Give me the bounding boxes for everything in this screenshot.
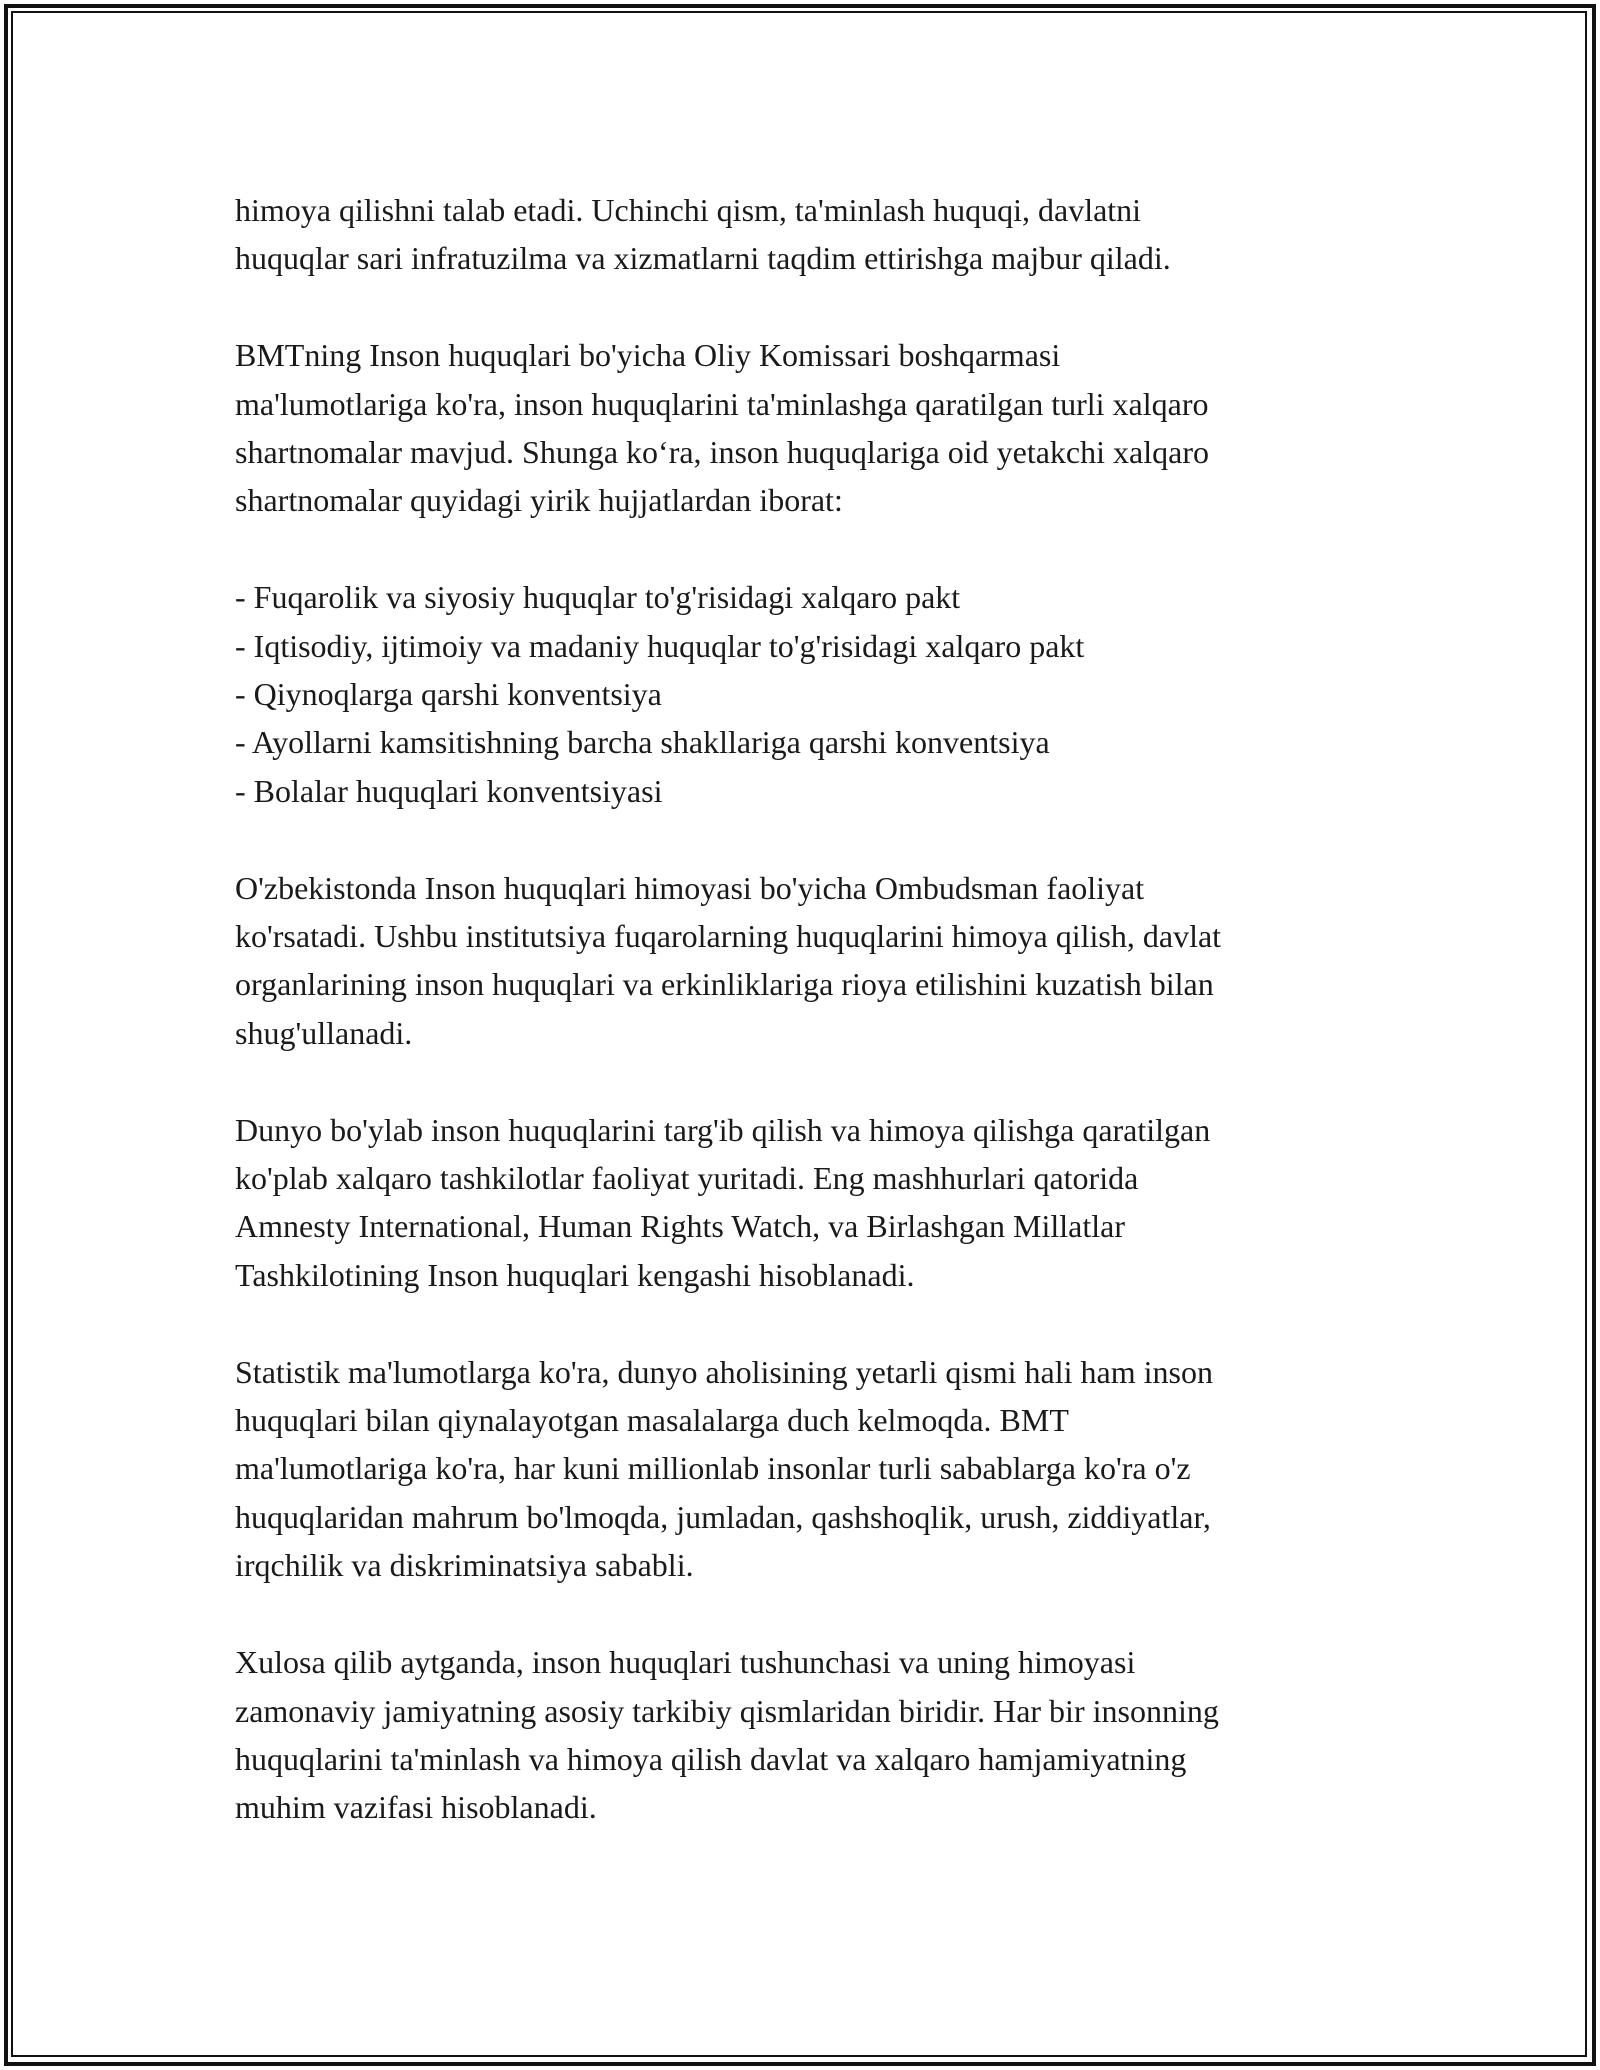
paragraph-conclusion: Xulosa qilib aytganda, inson huquqlari tushunchasi va uning himoyasi zamonaviy jamiyatning asosiy tarkibiy qismlaridan biridir. Har bir insonning huquqlarini ta'minlash va himoya qilish davlat va xalqaro hamjamiyatning muhim vazifasi hisoblanadi.	[235, 1644, 1219, 1826]
document-body	[235, 186, 1375, 1832]
paragraph-organizations: Dunyo bo'ylab inson huquqlarini targ'ib qilish va himoya qilishga qaratilgan ko'plab xalqaro tashkilotlar faoliyat yuritadi. Eng mashhurlari qatorida Amnesty International, Human Rights Watch, va Birlashgan Millatlar Tashkilotining Inson huquqlari kengashi hisoblanadi.	[235, 1111, 1211, 1293]
paragraph-ombudsman: O'zbekistonda Inson huquqlari himoyasi bo'yicha Ombudsman faoliyat ko'rsatadi. Ushbu institutsiya fuqarolarning huquqlarini himoya qilish, davlat organlarining inson huquqlari va erkinliklariga rioya etilishini kuzatish bilan shug'ullanadi.	[235, 869, 1222, 1051]
paragraph-statistics: Statistik ma'lumotlarga ko'ra, dunyo aholisining yetarli qismi hali ham inson huquqlari bilan qiynalayotgan masalalarga duch kelmoqda. BMT ma'lumotlariga ko'ra, har kuni millionlab insonlar turli sabablarga ko'ra o'z huquqlaridan mahrum bo'lmoqda, jumladan, qashshoqlik, urush, ziddiyatlar, irqchilik va diskriminatsiya sababli.	[235, 1353, 1213, 1584]
treaty-list: - Fuqarolik va siyosiy huquqlar to'g'risidagi xalqaro pakt - Iqtisodiy, ijtimoiy va madaniy huquqlar to'g'risidagi xalqaro pakt - Qiynoqlarga qarshi konventsiya - Ayollarni kamsitishning barcha shakllariga qarshi konventsiya - Bolalar huquqlari konventsiyasi	[235, 579, 1085, 809]
paragraph-continuation: himoya qilishni talab etadi. Uchinchi qism, ta'minlash huquqi, davlatni huquqlar sari infratuzilma va xizmatlarni taqdim ettirishga majbur qiladi.	[235, 192, 1171, 277]
paragraph-treaties-intro: BMTning Inson huquqlari bo'yicha Oliy Komissari boshqarmasi ma'lumotlariga ko'ra, inson huquqlarini ta'minlashga qaratilgan turli xalqaro shartnomalar mavjud. Shunga ko‘ra, inson huquqlariga oid yetakchi xalqaro shartnomalar quyidagi yirik hujjatlardan iborat:	[235, 337, 1209, 519]
